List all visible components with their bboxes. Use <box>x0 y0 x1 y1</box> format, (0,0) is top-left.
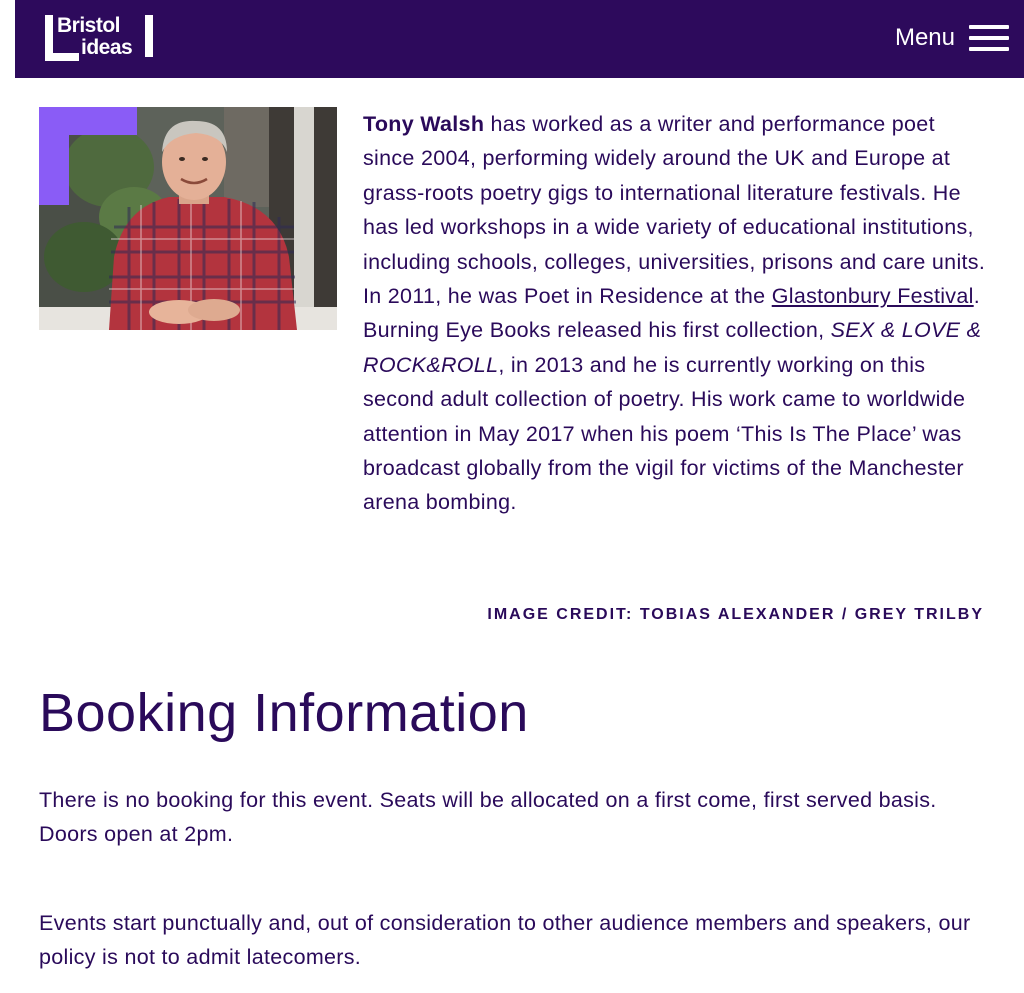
site-header <box>15 0 1024 78</box>
speaker-bio <box>363 107 988 520</box>
hamburger-icon <box>969 23 1009 53</box>
menu-button[interactable] <box>895 18 1009 58</box>
bio-text-part3: , in 2013 and he is currently working on this second adult collection of poetry. His work came to worldwide attention in May 2017 when his poem ‘This Is The Place’ was broadcast globally from the vigil for victims of the Manchester arena bombing. <box>363 352 966 515</box>
bio-paragraph <box>363 107 988 520</box>
book-title: SEX & LOVE & ROCK&ROLL <box>363 318 982 377</box>
menu-label: Menu <box>894 24 955 51</box>
page-edge <box>0 0 15 78</box>
bio-text-part1: has worked as a writer and performance poet since 2004, performing widely around the UK and Europe at grass-roots poetry gigs to international literature festivals. He has led workshops in a wide variety of educational institutions, including schools, colleges, universities, prisons and care units. In 2011, he was Poet in Residence at the <box>363 112 986 309</box>
glastonbury-festival-link[interactable]: Glastonbury Festival <box>771 284 974 309</box>
logo-text-ideas: ideas <box>81 36 133 59</box>
logo-text-bristol: Bristol <box>57 14 121 37</box>
speaker-photo <box>39 107 337 330</box>
logo-bracket-bottom <box>45 53 79 61</box>
speaker-name: Tony Walsh <box>363 112 485 136</box>
bio-text-part2: . Burning Eye Books released his first collection, <box>363 284 980 343</box>
booking-paragraph-2: Events start punctually and, out of consideration to other audience members and speakers, our policy is not to admit latecomers. <box>39 911 971 970</box>
booking-heading: Booking Information <box>39 683 529 743</box>
booking-paragraph-1: There is no booking for this event. Seats will be allocated on a first come, first served basis. Doors open at 2pm. <box>39 788 937 847</box>
image-credit: IMAGE CREDIT: TOBIAS ALEXANDER / GREY TRILBY <box>487 606 984 623</box>
logo-bracket-right <box>145 15 153 57</box>
bristol-ideas-logo[interactable] <box>45 15 155 61</box>
